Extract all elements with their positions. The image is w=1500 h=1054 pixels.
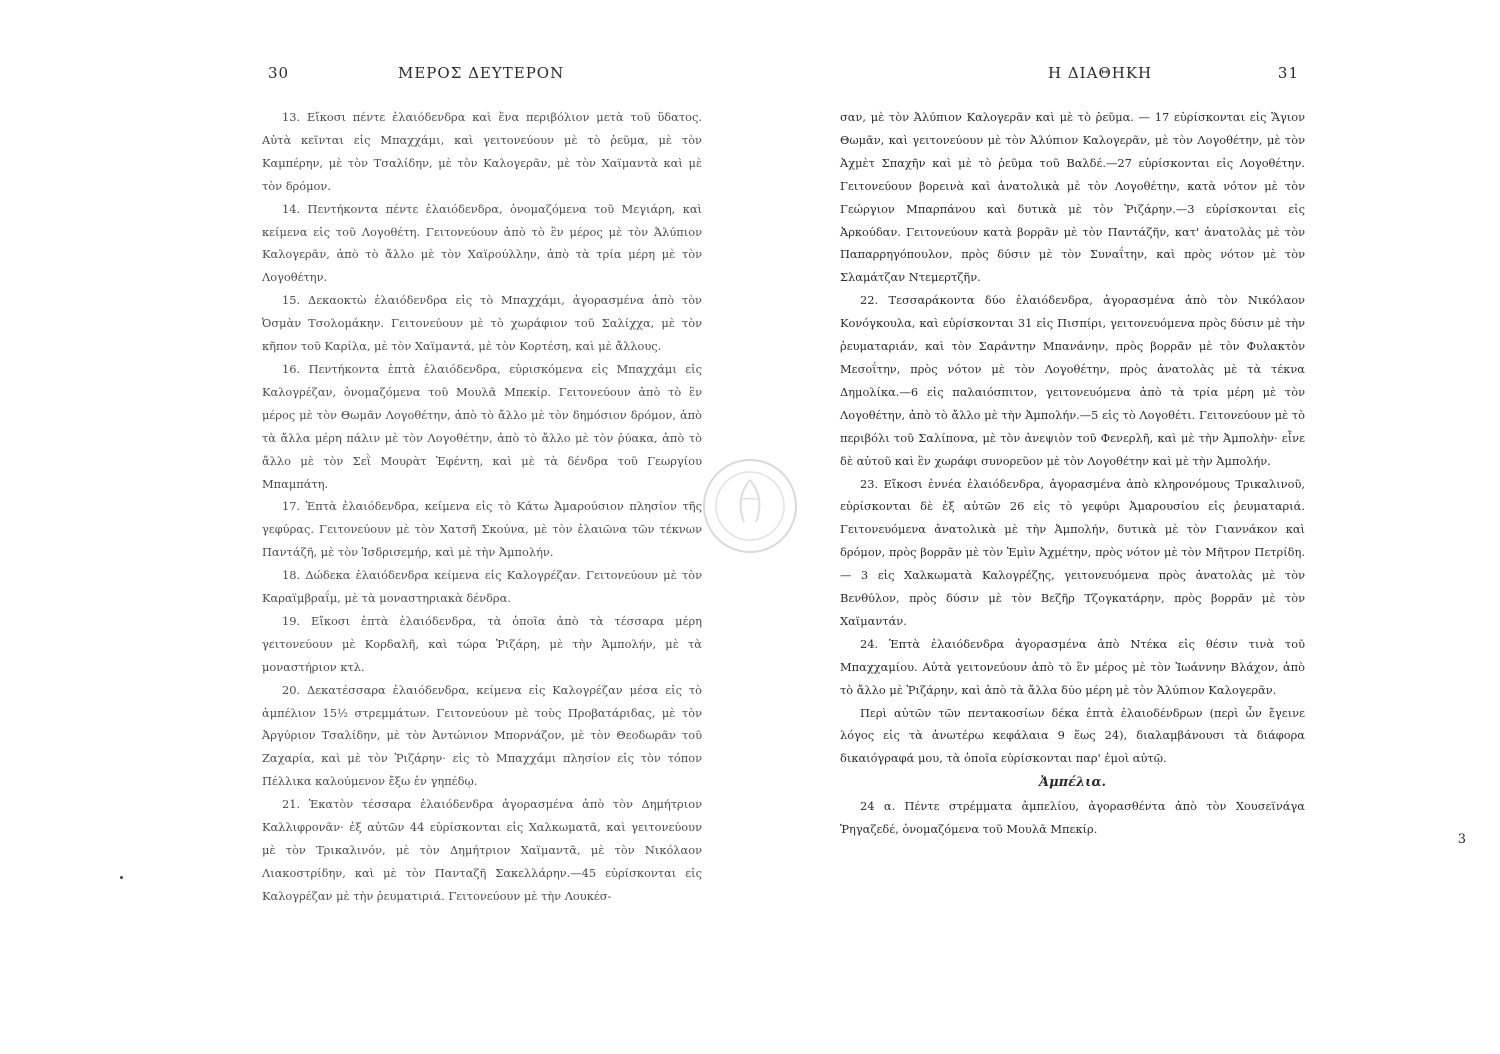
left-running-head <box>262 62 702 88</box>
paragraph: σαν, μὲ τὸν Ἀλύπιον Καλογερᾶν καὶ μὲ τὸ ῥεῦμα. — 17 εὑρίσκονται εἰς Ἅγιον Θωμᾶν, καὶ γειτονεύουν μὲ τὸν Ἀλύπιον Καλογερᾶν, μὲ τὸν Λογοθέτην, μὲ τὸν Ἀχμὲτ Σπαχῆν καὶ μὲ τὸ ῥεῦμα τοῦ Βαλδέ.—27 εὑρίσκονται εἰς Λογοθέτην. Γειτονεύουν βορεινὰ καὶ ἀνατολικὰ μὲ τὸν Λογοθέτην, κατὰ νότον μὲ τὸν Γεώργιον Μπαρπάνου καὶ δυτικὰ μὲ τὸν Ῥιζάρην.—3 εὑρίσκονται εἰς Ἀρκούδαν. Γειτονεύουν κατὰ βορρᾶν μὲ τὸν Παντάζῆν, κατ' ἀνατολὰς μὲ τὸν Παπαρρηγόπουλον, πρὸς δύσιν μὲ τὸν Συναΐτην, καὶ πρὸς νότον μὲ τὸν Σλαμάτζαν Ντεμερτζῆν. <box>840 110 1305 285</box>
paragraph: 13. Εἴκοσι πέντε ἐλαιόδενδρα καὶ ἕνα περιβόλιον μετὰ τοῦ ὕδατος. Αὐτὰ κεῖνται εἰς Μπαχχάμι, καὶ γειτονεύουν μὲ τὸ ῥεῦμα, μὲ τὸν Καμπέρην, μὲ τὸν Τσαλίδην, μὲ τὸν Καλογερᾶν, μὲ τὸν Χαϊμαντὰ καὶ μὲ τὸν δρόμον. <box>262 110 702 193</box>
paper-speck <box>120 876 123 879</box>
left-body-text <box>262 106 702 908</box>
paragraph: 22. Τεσσαράκοντα δύο ἐλαιόδενδρα, ἀγορασμένα ἀπὸ τὸν Νικόλαον Κονόγκουλα, καὶ εὑρίσκονται 31 εἰς Πισπίρι, γειτονευόμενα πρὸς δύσιν μὲ τὴν ῥευματαριάν, καὶ τὸν Σαράντην Μπανάνην, πρὸς βορρᾶν μὲ τὸν Φυλακτὸν Μεσοΐτην, πρὸς νότον μὲ τὸν Λογοθέτην, πρὸς ἀνατολὰς μὲ τὰ τέκνα Δημολίκα.—6 εἰς παλαιόσπιτον, γειτονευόμενα ἀπὸ τὰ τρία μέρη μὲ τὸν Λογοθέτην, ἀπὸ τὸ ἄλλο μὲ τὴν Ἀμπολήν.—5 εἰς τὸ Λογοθέτι. Γειτονεύουν μὲ τὸ περιβόλι τοῦ Σαλίπονα, μὲ τὸν ἀνεψιὸν τοῦ Φενερλῆ, καὶ μὲ τὴν Ἀμπολὴν· εἶνε δὲ αὐτοῦ καὶ ἓν χωράφι συνορεῦον μὲ τὸν Λογοθέτην καὶ μὲ τὴν Ἀμπολήν. <box>840 293 1305 468</box>
library-stamp-watermark <box>700 456 800 556</box>
left-running-title: ΜΕΡΟΣ ΔΕΥΤΕΡΟΝ <box>398 64 565 82</box>
paragraph: 19. Εἴκοσι ἑπτὰ ἐλαιόδενδρα, τὰ ὁποῖα ἀπὸ τὰ τέσσαρα μέρη γειτονεύουν μὲ Κορδαλῆ, καὶ τώρα Ῥιζάρη, μὲ τὴν Ἀμπολήν, μὲ τὰ μοναστήριον κτλ. <box>262 613 702 674</box>
paragraph: 14. Πεντήκοντα πέντε ἐλαιόδενδρα, ὀνομαζόμενα τοῦ Μεγιάρη, καὶ κείμενα εἰς τοῦ Λογοθέτη. Γειτονεύουν ἀπὸ τὸ ἓν μέρος μὲ τὸν Ἀλύπιον Καλογερᾶν, ἀπὸ τὸ ἄλλο μὲ τὸν Χαϊρούλλην, ἀπὸ τὰ τρία μέρη μὲ τὸν Λογοθέτην. <box>262 201 702 285</box>
section-heading: Ἀμπέλια. <box>1039 775 1106 791</box>
paragraph: 23. Εἴκοσι ἐννέα ἐλαιόδενδρα, ἀγορασμένα ἀπὸ κληρονόμους Τρικαλινοῦ, εὑρίσκονται δὲ ἐξ αὐτῶν 26 εἰς τὸ γεφύρι Ἀμαρουσίου εἰς ῥευματαριά. Γειτονευόμενα ἀνατολικὰ μὲ τὴν Ἀμπολήν, δυτικὰ μὲ τὸν Γιαννάκον καὶ δρόμον, πρὸς βορρᾶν μὲ τὸν Ἐμὶν Ἀχμέτην, πρὸς νότον μὲ τὸν Μῆτρον Πετρίδη. — 3 εἰς Χαλκωματὰ Καλογρέζης, γειτονευόμενα πρὸς ἀνατολὰς μὲ τὸν Βενθύλον, πρὸς δύσιν μὲ τὸν Βεζῆρ Τζογκατάρην, πρὸς βορρᾶν μὲ τὸν Χαϊμαντάν. <box>840 476 1305 628</box>
paragraph: Περὶ αὐτῶν τῶν πεντακοσίων δέκα ἑπτὰ ἐλαιοδένδρων (περὶ ὧν ἔγεινε λόγος εἰς τὰ ἀνωτέρω κεφάλαια 9 ἕως 24), διαλαμβάνουσι τὰ διάφορα δικαιόγραφά μου, τὰ ὁποῖα εὑρίσκονται παρ' ἐμοὶ αὐτῷ. <box>840 705 1305 766</box>
paragraph: 15. Δεκαοκτὼ ἐλαιόδενδρα εἰς τὸ Μπαχχάμι, ἀγορασμένα ἀπὸ τὸν Ὀσμὰν Τσολομάκην. Γειτονεύουν μὲ τὸ χωράφιον τοῦ Σαλίχχα, μὲ τὸν κῆπον τοῦ Καρίλα, μὲ τὸν Χαϊμαντά, μὲ τὸν Κορτέση, καὶ μὲ ἄλλους. <box>262 293 702 354</box>
left-page-number: 30 <box>268 64 290 82</box>
right-running-head <box>840 62 1305 88</box>
right-page <box>840 62 1305 841</box>
paragraph: 18. Δώδεκα ἐλαιόδενδρα κείμενα εἰς Καλογρέζαν. Γειτονεύουν μὲ τὸν Καραϊμβραΐμ, μὲ τὰ μοναστηριακὰ δένδρα. <box>262 568 702 606</box>
paragraph: 20. Δεκατέσσαρα ἐλαιόδενδρα, κείμενα εἰς Καλογρέζαν μέσα εἰς τὸ ἀμπέλιον 15½ στρεμμάτων. Γειτονεύουν μὲ τοὺς Προβατάριδας, μὲ τὸν Ἀργύριον Τσαλίδην, μὲ τὸν Ἀντώνιον Μπορνάζον, μὲ τὸν Θεοδωρᾶν τοῦ Ζαχαρία, καὶ μὲ τὸν Ῥιζάρην· εἰς τὸ Μπαχχάμι πλησίον εἰς τὸν τόπον Πέλλικα καλούμενον ἔξω ἐν γηπέδῳ. <box>262 682 702 789</box>
left-page <box>262 62 702 908</box>
paragraph: 24 α. Πέντε στρέμματα ἀμπελίου, ἀγορασθέντα ἀπὸ τὸν Χουσεϊνάγα Ῥηγαζεδέ, ὀνομαζόμενα τοῦ Μουλᾶ Μπεκίρ. <box>840 799 1305 837</box>
paragraph: 17. Ἑπτὰ ἐλαιόδενδρα, κείμενα εἰς τὸ Κάτω Ἀμαρούσιον πλησίον τῆς γεφύρας. Γειτονεύουν μὲ τὸν Χατσῆ Σκούνα, μὲ τὸν ἐλαιῶνα τῶν τέκνων Παντάζῆ, μὲ τὸν Ἰσδρισεμήρ, καὶ μὲ τὴν Ἀμπολήν. <box>262 499 702 560</box>
paragraph: 16. Πεντήκοντα ἑπτὰ ἐλαιόδενδρα, εὑρισκόμενα εἰς Μπαχχάμι εἰς Καλογρέζαν, ὀνομαζόμενα τοῦ Μουλᾶ Μπεκίρ. Γειτονεύουν ἀπὸ τὸ ἓν μέρος μὲ τὸν Θωμᾶν Λογοθέτην, ἀπὸ τὸ ἄλλο μὲ τὸν δημόσιον δρόμον, ἀπὸ τὰ ἄλλα μέρη πάλιν μὲ τὸν Λογοθέτην, ἀπὸ τὸ ἄλλο μὲ τὸν ῥύακα, ἀπὸ τὸ ἄλλο μὲ τὸν Σεῒ Μουρὰτ Ἐφέντη, καὶ μὲ τὰ δένδρα τοῦ Γεωργίου Μπαμπάτη. <box>262 361 702 491</box>
right-body-text <box>840 106 1305 841</box>
right-page-number: 31 <box>1277 64 1299 82</box>
signature-mark: 3 <box>1457 832 1466 847</box>
paragraph: 24. Ἑπτὰ ἐλαιόδενδρα ἀγορασμένα ἀπὸ Ντέκα εἰς θέσιν τινὰ τοῦ Μπαχχαμίου. Αὐτὰ γειτονεύουν ἀπὸ τὸ ἓν μέρος μὲ τὸν Ἰωάννην Βλάχον, ἀπὸ τὸ ἄλλο μὲ Ῥιζάρην, καὶ ἀπὸ τὰ ἄλλα δύο μέρη μὲ τὸν Ἀλύπιον Καλογερᾶν. <box>840 636 1305 697</box>
right-running-title: Η ΔΙΑΘΗΚΗ <box>1048 64 1153 82</box>
paragraph: 21. Ἑκατὸν τέσσαρα ἐλαιόδενδρα ἀγορασμένα ἀπὸ τὸν Δημήτριον Καλλιφρονᾶν· ἐξ αὐτῶν 44 εὑρίσκονται εἰς Χαλκωματᾶ, καὶ γειτονεύουν μὲ τὸν Τρικαλινόν, μὲ τὸν Δημήτριον Χαϊμαντᾶ, μὲ τὸν Νικόλαον Λιακοστρίδην, καὶ μὲ τὸν Πανταζῆ Σακελλάρην.—45 εὑρίσκονται εἰς Καλογρέζαν μὲ τὴν ῥευματιριά. Γειτονεύουν μὲ τὴν Λουκέσ- <box>262 797 702 903</box>
